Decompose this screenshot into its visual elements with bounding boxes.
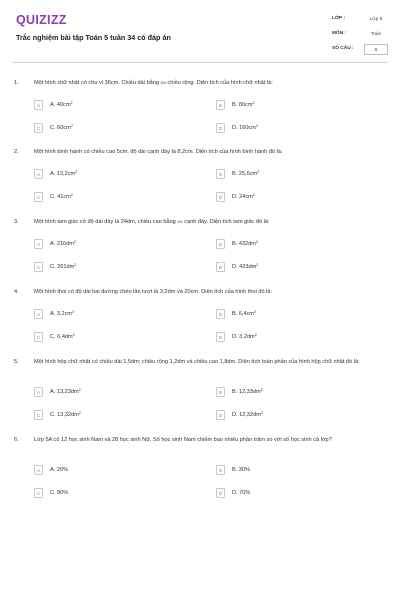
option-text xyxy=(50,240,76,248)
option-value: C. 261dm xyxy=(50,264,75,270)
option-letter-box[interactable]: C xyxy=(34,192,43,202)
option-text xyxy=(232,466,250,474)
option-letter-box[interactable]: B xyxy=(216,387,225,397)
answer-option-c[interactable] xyxy=(34,192,184,203)
meta-subject-label: MÔN : xyxy=(332,31,347,36)
option-value: B. 12,33dm xyxy=(232,389,261,395)
worksheet-meta xyxy=(332,14,390,59)
option-letter-box[interactable]: D xyxy=(216,192,225,202)
unit-exponent: 2 xyxy=(70,101,73,105)
unit-exponent: 2 xyxy=(73,240,77,244)
option-text xyxy=(232,388,263,396)
option-text xyxy=(232,263,258,271)
option-letter-box[interactable]: D xyxy=(216,410,225,420)
answer-option-d[interactable] xyxy=(216,332,366,343)
option-value: B. 25,6cm xyxy=(232,171,258,177)
question-text xyxy=(34,149,364,157)
option-value: C. 60cm xyxy=(50,125,71,131)
option-value: B. 80cm xyxy=(232,102,253,108)
question-text xyxy=(34,219,364,227)
option-letter-box[interactable]: A xyxy=(34,100,43,110)
option-value: B. 6,4cm xyxy=(232,311,255,317)
option-letter-box[interactable]: A xyxy=(34,465,43,475)
option-letter-box[interactable]: A xyxy=(34,387,43,397)
question-text xyxy=(34,289,364,297)
answer-option-c[interactable] xyxy=(34,332,184,343)
question-text-part: Một hình chữ nhật có chu vi 36cm. Chiều dài bằng xyxy=(34,80,161,86)
option-letter-box[interactable]: D xyxy=(216,488,225,498)
option-value: C. 80% xyxy=(50,490,69,496)
option-letter-box[interactable]: A xyxy=(34,309,43,319)
header-divider xyxy=(12,62,388,63)
question-text-part: Một hình thoi có độ dài hai đường chéo lần lượt là 3,2dm và 20cm. Diện tích của hình thoi đó là: xyxy=(34,289,273,295)
meta-class-value: Lớp 5 xyxy=(369,17,383,22)
unit-exponent: 2 xyxy=(255,124,259,128)
option-value: A. 13,2cm xyxy=(50,171,76,177)
unit-exponent: 2 xyxy=(70,193,73,197)
unit-exponent: 2 xyxy=(78,411,82,415)
unit-exponent: 2 xyxy=(75,170,78,174)
unit-exponent: 2 xyxy=(252,193,255,197)
question-text-part: Lớp 5A có 12 học sinh Nam và 28 học sinh Nữ. Số học sinh Nam chiếm bao nhiêu phần trăm so với số học sinh cả lớp? xyxy=(34,437,332,443)
answer-option-c[interactable] xyxy=(34,488,184,499)
meta-class-label: LỚP : xyxy=(332,16,346,21)
question-number: 6. xyxy=(14,437,19,443)
question-number: 5. xyxy=(14,359,19,365)
answer-option-d[interactable] xyxy=(216,262,366,273)
option-letter-box[interactable]: C xyxy=(34,123,43,133)
option-value: C. 41cm xyxy=(50,194,71,200)
option-value: A. 40cm xyxy=(50,102,71,108)
option-value: A. 13,23dm xyxy=(50,389,79,395)
option-value: D. 12,32dm xyxy=(232,412,261,418)
answer-option-b[interactable] xyxy=(216,465,366,476)
meta-subject-row xyxy=(332,29,390,44)
option-letter-box[interactable]: D xyxy=(216,123,225,133)
answer-option-b[interactable] xyxy=(216,387,366,398)
option-letter-box[interactable]: C xyxy=(34,410,43,420)
question-text xyxy=(34,437,364,445)
answer-option-d[interactable] xyxy=(216,488,366,499)
option-text xyxy=(232,101,255,109)
answer-option-b[interactable] xyxy=(216,239,366,250)
option-letter-box[interactable]: A xyxy=(34,169,43,179)
option-text xyxy=(232,310,256,318)
option-text xyxy=(50,193,73,201)
answer-option-c[interactable] xyxy=(34,123,184,134)
meta-count-label: SỐ CÂU : xyxy=(332,46,354,51)
question-text xyxy=(34,359,364,367)
option-text xyxy=(232,124,258,132)
option-text xyxy=(232,411,263,419)
option-text xyxy=(50,263,76,271)
unit-exponent: 2 xyxy=(255,240,259,244)
option-value: B. 432dm xyxy=(232,241,256,247)
answer-option-a[interactable] xyxy=(34,169,184,180)
option-text xyxy=(50,124,73,132)
option-letter-box[interactable]: D xyxy=(216,332,225,342)
unit-exponent: 2 xyxy=(74,263,77,267)
answer-option-b[interactable] xyxy=(216,309,366,320)
option-value: D. 160cm xyxy=(232,125,256,131)
question-text-part: Một hình tam giác có độ dài đáy là 24dm, chiều cao bằng xyxy=(34,219,178,225)
option-text xyxy=(50,101,73,109)
option-value: C. 13,32dm xyxy=(50,412,79,418)
answer-option-a[interactable] xyxy=(34,465,184,476)
option-letter-box[interactable]: B xyxy=(216,465,225,475)
option-letter-box[interactable]: B xyxy=(216,169,225,179)
option-value: A. 216dm xyxy=(50,241,74,247)
unit-exponent: 2 xyxy=(70,124,73,128)
answer-option-d[interactable] xyxy=(216,192,366,203)
answer-option-d[interactable] xyxy=(216,410,366,421)
option-value: D. 423dm xyxy=(232,264,257,270)
option-letter-box[interactable]: C xyxy=(34,262,43,272)
option-text xyxy=(50,333,75,341)
question-text xyxy=(34,80,364,88)
option-value: D. 70% xyxy=(232,490,251,496)
option-letter-box[interactable]: B xyxy=(216,309,225,319)
worksheet-header xyxy=(0,0,400,64)
question-number: 1. xyxy=(14,80,19,86)
question-number: 3. xyxy=(14,219,19,225)
option-value: A. 20% xyxy=(50,467,69,473)
option-text xyxy=(232,170,259,178)
option-value: B. 30% xyxy=(232,467,251,473)
fraction: 5/4 xyxy=(160,81,166,85)
meta-count-value: 6 xyxy=(364,44,388,55)
option-value: A. 3,2cm xyxy=(50,311,73,317)
meta-subject-value: Toán xyxy=(370,32,382,37)
answer-option-a[interactable] xyxy=(34,239,184,250)
option-text xyxy=(232,489,250,497)
answer-option-a[interactable] xyxy=(34,309,184,320)
answer-option-c[interactable] xyxy=(34,410,184,421)
unit-exponent: 2 xyxy=(260,388,263,392)
unit-exponent: 2 xyxy=(254,310,257,314)
question-text-part: cạnh đáy. Diện tích tam giác đó là: xyxy=(182,219,270,225)
question-text-part: Một hình hộp chữ nhật có chiều dài 1,5dm; chiều rộng 1,2dm và chiều cao 1,8dm. Diện tích toàn phần của hình hộp chữ nhật đó là: xyxy=(34,359,360,365)
option-text xyxy=(232,333,257,341)
option-letter-box[interactable]: D xyxy=(216,262,225,272)
option-value: C. 6,4dm xyxy=(50,334,73,340)
option-text xyxy=(232,193,255,201)
question-text-part: chiều rộng. Diện tích của hình chữ nhật là: xyxy=(165,80,273,86)
option-text xyxy=(232,240,258,248)
option-text xyxy=(50,466,68,474)
option-letter-box[interactable]: B xyxy=(216,100,225,110)
page-title: Trắc nghiệm bài tập Toán 5 tuần 34 có đáp án xyxy=(16,33,171,42)
quizizz-logo: QUIZIZZ xyxy=(16,13,67,27)
option-text xyxy=(50,388,81,396)
meta-class-row xyxy=(332,14,390,29)
option-text xyxy=(50,489,68,497)
fraction: 3/4 xyxy=(177,220,183,224)
question-number: 2. xyxy=(14,149,19,155)
unit-exponent: 2 xyxy=(72,333,75,337)
unit-exponent: 2 xyxy=(257,170,260,174)
option-text xyxy=(50,170,77,178)
option-value: D. 24cm xyxy=(232,194,253,200)
unit-exponent: 2 xyxy=(260,411,264,415)
unit-exponent: 2 xyxy=(78,388,81,392)
option-text xyxy=(50,411,81,419)
question-text-part: Một hình bình hành có chiều cao 5cm, độ dài cạnh đáy là 8,2cm. Diện tích của hình bình hành đó là: xyxy=(34,149,283,155)
option-letter-box[interactable]: B xyxy=(216,239,225,249)
answer-option-d[interactable] xyxy=(216,123,366,134)
answer-option-b[interactable] xyxy=(216,100,366,111)
unit-exponent: 2 xyxy=(252,101,255,105)
option-value: D. 3,2dm xyxy=(232,334,255,340)
unit-exponent: 2 xyxy=(254,333,257,337)
option-letter-box[interactable]: C xyxy=(34,488,43,498)
option-letter-box[interactable]: A xyxy=(34,239,43,249)
answer-option-b[interactable] xyxy=(216,169,366,180)
unit-exponent: 2 xyxy=(72,310,75,314)
unit-exponent: 2 xyxy=(256,263,259,267)
option-letter-box[interactable]: C xyxy=(34,332,43,342)
meta-count-row xyxy=(332,44,390,59)
answer-option-a[interactable] xyxy=(34,100,184,111)
question-number: 4. xyxy=(14,289,19,295)
answer-option-a[interactable] xyxy=(34,387,184,398)
option-text xyxy=(50,310,74,318)
answer-option-c[interactable] xyxy=(34,262,184,273)
